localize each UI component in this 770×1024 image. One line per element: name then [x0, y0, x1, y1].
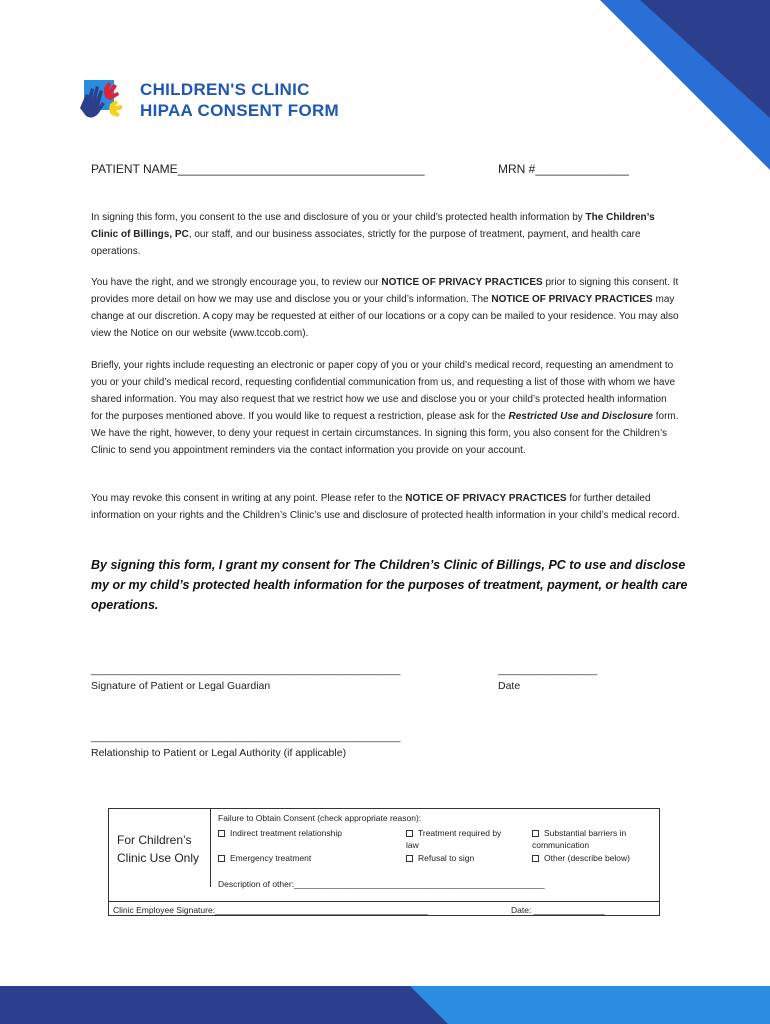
- checkbox-icon[interactable]: [532, 830, 539, 837]
- title-line-1: CHILDREN'S CLINIC: [140, 80, 310, 99]
- option-refusal[interactable]: [406, 852, 474, 864]
- option-emergency[interactable]: [218, 852, 311, 864]
- option-barriers-label: Substantial barriers in communication: [532, 828, 627, 850]
- employee-date-field[interactable]: Date: _______________: [511, 905, 605, 915]
- p2-text-3: may change at our discretion. A copy may be requested at either of our locations or a copy can be mailed to your residence. You may also view the Notice on our website (www.tccob.com).: [91, 294, 679, 339]
- option-required-law-label: Treatment required by law: [406, 828, 502, 850]
- date-label: Date: [498, 680, 521, 692]
- relationship-label: Relationship to Patient or Legal Authority (if applicable): [91, 747, 347, 759]
- option-other[interactable]: [532, 852, 630, 864]
- office-use-box: [108, 808, 660, 916]
- p2-notice-1: NOTICE OF PRIVACY PRACTICES: [381, 277, 543, 288]
- paragraph-privacy-notice: [91, 274, 681, 342]
- checkbox-icon[interactable]: [218, 830, 225, 837]
- option-indirect[interactable]: [218, 827, 342, 839]
- option-refusal-label: Refusal to sign: [418, 853, 475, 863]
- p2-text-2: prior to signing this consent. It provides more detail on how we may use and disclose you or your child’s information. The: [91, 277, 679, 305]
- title-line-2: HIPAA CONSENT FORM: [140, 101, 340, 120]
- signature-line[interactable]: _____________________________________________________: [91, 664, 401, 676]
- paragraph-consent-intro: [91, 209, 681, 260]
- p3-form-name: Restricted Use and Disclosure: [508, 411, 653, 422]
- option-emergency-label: Emergency treatment: [230, 853, 312, 863]
- mrn-field[interactable]: MRN #______________: [498, 162, 629, 176]
- p1-clinic-name: The Children’s Clinic of Billings, PC: [91, 212, 655, 240]
- failure-heading: Failure to Obtain Consent (check appropriate reason):: [218, 813, 422, 823]
- option-barriers[interactable]: [532, 827, 647, 851]
- option-required-law[interactable]: [406, 827, 516, 851]
- date-line[interactable]: _________________: [498, 664, 598, 676]
- form-title: [140, 79, 339, 121]
- option-other-label: Other (describe below): [544, 853, 630, 863]
- employee-signature-field[interactable]: Clinic Employee Signature:_____________________________________________: [113, 905, 428, 915]
- office-use-label: For Children’s Clinic Use Only: [117, 833, 200, 865]
- consent-statement: By signing this form, I grant my consent for The Children’s Clinic of Billings, PC to use and disclose my or my child’s protected health information for the purposes of treatment, payment, or health care operations.: [91, 558, 688, 612]
- p4-text-2: for further detailed information on your rights and the Children’s Clinic’s use and disclosure of protected health information in your child’s medical record.: [91, 493, 680, 521]
- p2-text-1: You have the right, and we strongly encourage you, to review our: [91, 277, 382, 288]
- description-other-field[interactable]: Description of other:_____________________________________________________: [218, 879, 545, 889]
- p1-text-1: In signing this form, you consent to the use and disclosure of you or your child’s protected health information by: [91, 212, 586, 223]
- p4-text-1: You may revoke this consent in writing at any point. Please refer to the: [91, 493, 406, 504]
- p3-text-1: Briefly, your rights include requesting an electronic or paper copy of you or your child’s medical record, requesting an amendment to you or your child’s medical record, requesting confidential communication from us, and requesting a list of those with whom we have shared information. You may also request that we restrict how we use and disclose you or your child’s protected health information for the purposes mentioned above. If you would like to request a restriction, please ask for the: [91, 360, 675, 422]
- checkbox-icon[interactable]: [532, 855, 539, 862]
- paragraph-revoke: [91, 490, 681, 524]
- clinic-logo-hands-icon: [78, 78, 130, 122]
- signature-label: Signature of Patient or Legal Guardian: [91, 680, 271, 692]
- corner-decoration: [570, 0, 770, 170]
- checkbox-icon[interactable]: [406, 855, 413, 862]
- checkbox-icon[interactable]: [406, 830, 413, 837]
- relationship-line[interactable]: _____________________________________________________: [91, 731, 401, 743]
- p2-notice-2: NOTICE OF PRIVACY PRACTICES: [491, 294, 653, 305]
- option-indirect-label: Indirect treatment relationship: [230, 828, 342, 838]
- p3-text-2: form. We have the right, however, to deny your request in certain circumstances. In signing this form, you also consent for the Children’s Clinic to send you appointment reminders via the contact information you provide on your account.: [91, 411, 679, 456]
- p1-text-2: , our staff, and our business associates, strictly for the purpose of treatment, payment, and health care operations.: [91, 229, 641, 257]
- paragraph-rights: [91, 357, 681, 459]
- p4-notice: NOTICE OF PRIVACY PRACTICES: [405, 493, 567, 504]
- office-use-label-cell: [109, 809, 211, 887]
- checkbox-icon[interactable]: [218, 855, 225, 862]
- footer-decoration: [0, 986, 770, 1024]
- box-divider: [109, 901, 659, 902]
- patient-name-field[interactable]: PATIENT NAME_____________________________________: [91, 162, 425, 176]
